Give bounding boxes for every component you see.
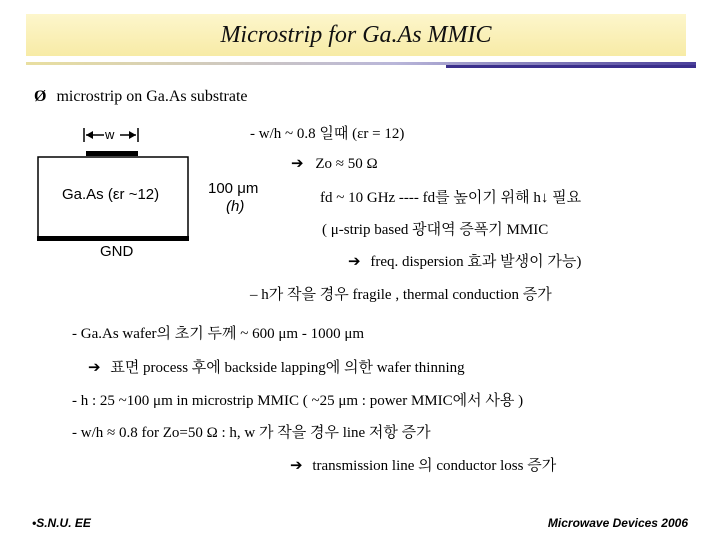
ground-plane xyxy=(37,236,189,241)
text-line-3: fd ~ 10 GHz ---- fd를 높이기 위해 h↓ 필요 xyxy=(320,190,582,206)
slide-title: Microstrip for Ga.As MMIC xyxy=(220,22,492,48)
conductor-strip xyxy=(86,151,138,156)
right-arrow-icon: ➔ xyxy=(291,156,304,172)
text-line-7: - Ga.As wafer의 초기 두께 ~ 600 μm - 1000 μm xyxy=(72,326,365,342)
down-arrow-icon: ↓ xyxy=(540,190,549,206)
thickness-label: 100 μm xyxy=(208,180,259,197)
text-line-2: ➔ Zo ≈ 50 Ω xyxy=(291,156,378,172)
text-line-9: - h : 25 ~100 μm in microstrip MMIC ( ~25 μm : power MMIC에서 사용 ) xyxy=(72,393,524,409)
text-line-10: - w/h ≈ 0.8 for Zo=50 Ω : h, w 가 작을 경우 line 저항 증가 xyxy=(72,425,431,441)
right-arrow-icon: ➔ xyxy=(290,458,303,474)
width-label: w xyxy=(105,127,115,142)
section-heading: microstrip on Ga.As substrate xyxy=(56,88,248,105)
ground-label: GND xyxy=(100,243,134,260)
right-arrow-icon: ➔ xyxy=(88,360,101,376)
text-line-11: ➔ transmission line 의 conductor loss 증가 xyxy=(290,458,557,474)
footer-right: Microwave Devices 2006 xyxy=(547,516,688,530)
bullet-arrow-icon: Ø xyxy=(34,88,47,105)
text-line-5: ➔ freq. dispersion 효과 발생이 가능) xyxy=(348,254,582,270)
text-line-6: – h가 작을 경우 fragile , thermal conduction 증가 xyxy=(250,287,552,303)
text-line-1: - w/h ~ 0.8 일때 (εr = 12) xyxy=(250,126,405,142)
text-line-4: ( μ-strip based 광대역 증폭기 MMIC xyxy=(322,222,549,238)
right-arrow-icon: ➔ xyxy=(348,254,361,270)
text-line-8: ➔ 표면 process 후에 backside lapping에 의한 wafer thinning xyxy=(88,360,465,376)
footer-left: •S.N.U. EE xyxy=(32,516,91,530)
h-label: (h) xyxy=(226,198,245,215)
substrate-label: Ga.As (εr ~12) xyxy=(62,186,160,203)
